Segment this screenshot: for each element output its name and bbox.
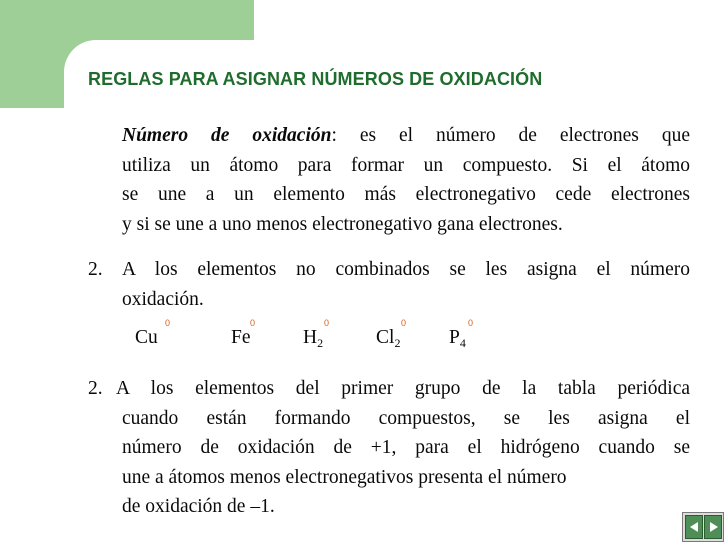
rule-first-group-line-1 <box>88 374 690 404</box>
triangle-left-icon <box>690 522 698 532</box>
next-slide-button[interactable] <box>704 515 722 539</box>
rule-first-group-line-3 <box>88 433 690 463</box>
oxidation-state-fe: 0 <box>250 318 256 328</box>
element-symbol: P <box>449 327 460 348</box>
element-cu <box>135 327 158 349</box>
element-symbol: H <box>303 327 318 348</box>
slide-title: REGLAS PARA ASIGNAR NÚMEROS DE OXIDACIÓN <box>88 69 543 89</box>
element-fe <box>231 327 251 349</box>
triangle-right-icon <box>710 522 718 532</box>
definition-term: Número de oxidación <box>122 125 332 146</box>
element-symbol: Cl <box>376 327 395 348</box>
oxidation-state-cu: 0 <box>165 318 171 328</box>
rule-first-group-line-5: de oxidación de –1. <box>122 496 275 517</box>
element-subscript: 2 <box>317 336 324 350</box>
definition-paragraph <box>122 121 690 239</box>
slide-navigation <box>682 512 724 542</box>
element-symbol: Cu <box>135 327 158 348</box>
rule-first-group-text-1: A los elementos del primer grupo de la tabla periódica <box>116 378 690 399</box>
rule-first-group-line-4: une a átomos menos electronegativos presenta el número <box>122 466 567 488</box>
rule-uncombined-text-1: A los elementos no combinados se les asigna el número <box>122 259 690 280</box>
oxidation-state-p4: 0 <box>468 318 474 328</box>
definition-line-1-rest: : es el número de electrones que <box>331 125 690 146</box>
element-p4 <box>449 327 466 351</box>
rule-uncombined-line-1 <box>88 255 690 285</box>
element-symbol: Fe <box>231 327 251 348</box>
element-cl2 <box>376 327 400 351</box>
rule-number: 2. <box>88 259 103 280</box>
definition-line-2: utiliza un átomo para formar un compuesto. Si el átomo <box>122 154 690 176</box>
definition-line-3: se une a un elemento más electronegativo cede electrones <box>122 184 690 205</box>
oxidation-state-h2: 0 <box>324 318 330 328</box>
previous-slide-button[interactable] <box>685 515 703 539</box>
rule-uncombined-paragraph <box>88 255 690 314</box>
rule-first-group-text-2: cuando están formando compuestos, se les asigna el <box>122 407 690 429</box>
element-subscript: 2 <box>394 336 401 350</box>
definition-line-1 <box>122 121 690 151</box>
rule-first-group-line-2 <box>88 404 690 434</box>
rule-first-group-paragraph <box>88 374 690 522</box>
rule-uncombined-line-2: oxidación. <box>122 288 204 310</box>
oxidation-state-cl2: 0 <box>401 318 407 328</box>
element-h2 <box>303 327 323 351</box>
definition-line-4: y si se une a uno menos electronegativo gana electrones. <box>122 213 563 235</box>
element-subscript: 4 <box>459 336 466 350</box>
rule-first-group-text-3: número de oxidación de +1, para el hidrógeno cuando se <box>122 437 690 458</box>
rule-number: 2. <box>88 378 103 399</box>
